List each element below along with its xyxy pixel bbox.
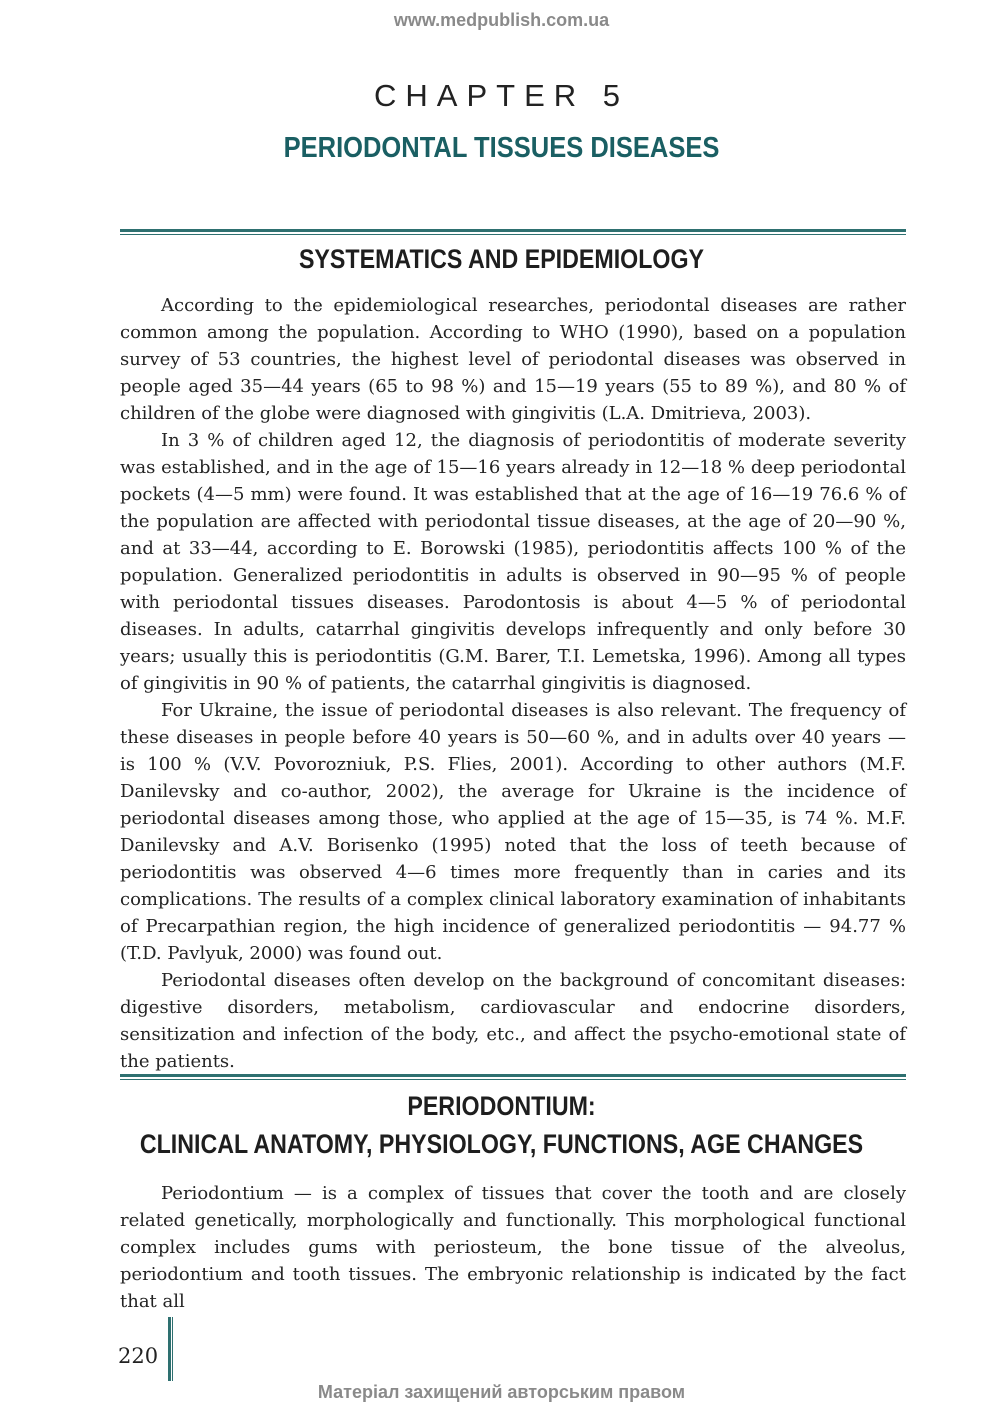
page-number-bar <box>168 1317 173 1381</box>
paragraph: Periodontal diseases often develop on the background of concomitant diseases: digestive disorders, metabolism, cardiovascular and endocrine disorders, sensitization and infection of the body, etc., and affect the psycho-emotional state of the patients. <box>120 970 906 1072</box>
section-divider <box>120 1074 906 1080</box>
section-heading-systematics <box>70 240 933 278</box>
section-heading-line: CLINICAL ANATOMY, PHYSIOLOGY, FUNCTIONS, AGE CHANGES <box>139 1129 864 1159</box>
section-heading-line: PERIODONTIUM: <box>407 1091 596 1121</box>
header-watermark: www.medpublish.com.ua <box>393 10 610 30</box>
paragraph: For Ukraine, the issue of periodontal diseases is also relevant. The frequency of these diseases in people before 40 years is 50—60 %, and in adults over 40 years — is 100 % (V.V. Povorozniuk, P.S. Flies, 2001). According to other authors (M.F. Danilevsky and co-author, 2002), the average for Ukraine is the incidence of periodontal diseases among those, who applied at the age of 15—35, is 74 %. M.F. Danilevsky and A.V. Borisenko (1995) noted that the loss of teeth because of periodontitis was observed 4—6 times more frequently than in caries and its complications. The results of a complex clinical laboratory examination of inhabitants of Precarpathian region, the high incidence of generalized periodontitis — 94.77 % (T.D. Pavlyuk, 2000) was found out. <box>120 700 906 964</box>
paragraph: According to the epidemiological researches, periodontal diseases are rather common among the population. According to WHO (1990), based on a population survey of 53 countries, the highest level of periodontal diseases was observed in people aged 35—44 years (65 to 98 %) and 15—19 years (55 to 89 %), and 80 % of children of the globe were diagnosed with gingivitis (L.A. Dmitrieva, 2003). <box>120 295 906 424</box>
section-body-systematics <box>120 292 906 1075</box>
section-divider <box>120 229 906 235</box>
paragraph: Periodontium — is a complex of tissues that cover the tooth and are closely related genetically, morphologically and functionally. This morphological functional complex includes gums with periosteum, the bone tissue of the alveolus, periodontium and tooth tissues. The embryonic relationship is indicated by the fact that all <box>120 1183 906 1312</box>
chapter-title: PERIODONTAL TISSUES DISEASES <box>283 132 720 164</box>
paragraph: In 3 % of children aged 12, the diagnosis of periodontitis of moderate severity was established, and in the age of 15—16 years already in 12—18 % deep periodontal pockets (4—5 mm) were found. It was established that at the age of 16—19 76.6 % of the population are affected with periodontal tissue diseases, at the age of 20—90 %, and at 33—44, according to E. Borowski (1985), periodontitis affects 100 % of the population. Generalized periodontitis in adults is observed in 90—95 % of people with periodontal tissues diseases. Parodontosis is about 4—5 % of periodontal diseases. In adults, catarrhal gingivitis develops infrequently and only before 30 years; usually this is periodontitis (G.M. Barer, T.I. Lemetska, 1996). Among all types of gingivitis in 90 % of patients, the catarrhal gingivitis is diagnosed. <box>120 430 906 694</box>
chapter-label: CHAPTER 5 <box>374 78 629 113</box>
section-heading-text: SYSTEMATICS AND EPIDEMIOLOGY <box>298 244 705 274</box>
section-body-periodontium <box>120 1180 906 1315</box>
section-heading-periodontium <box>70 1087 933 1163</box>
page-number: 220 <box>118 1344 159 1368</box>
footer-watermark: Матеріал захищений авторським правом <box>317 1382 686 1402</box>
